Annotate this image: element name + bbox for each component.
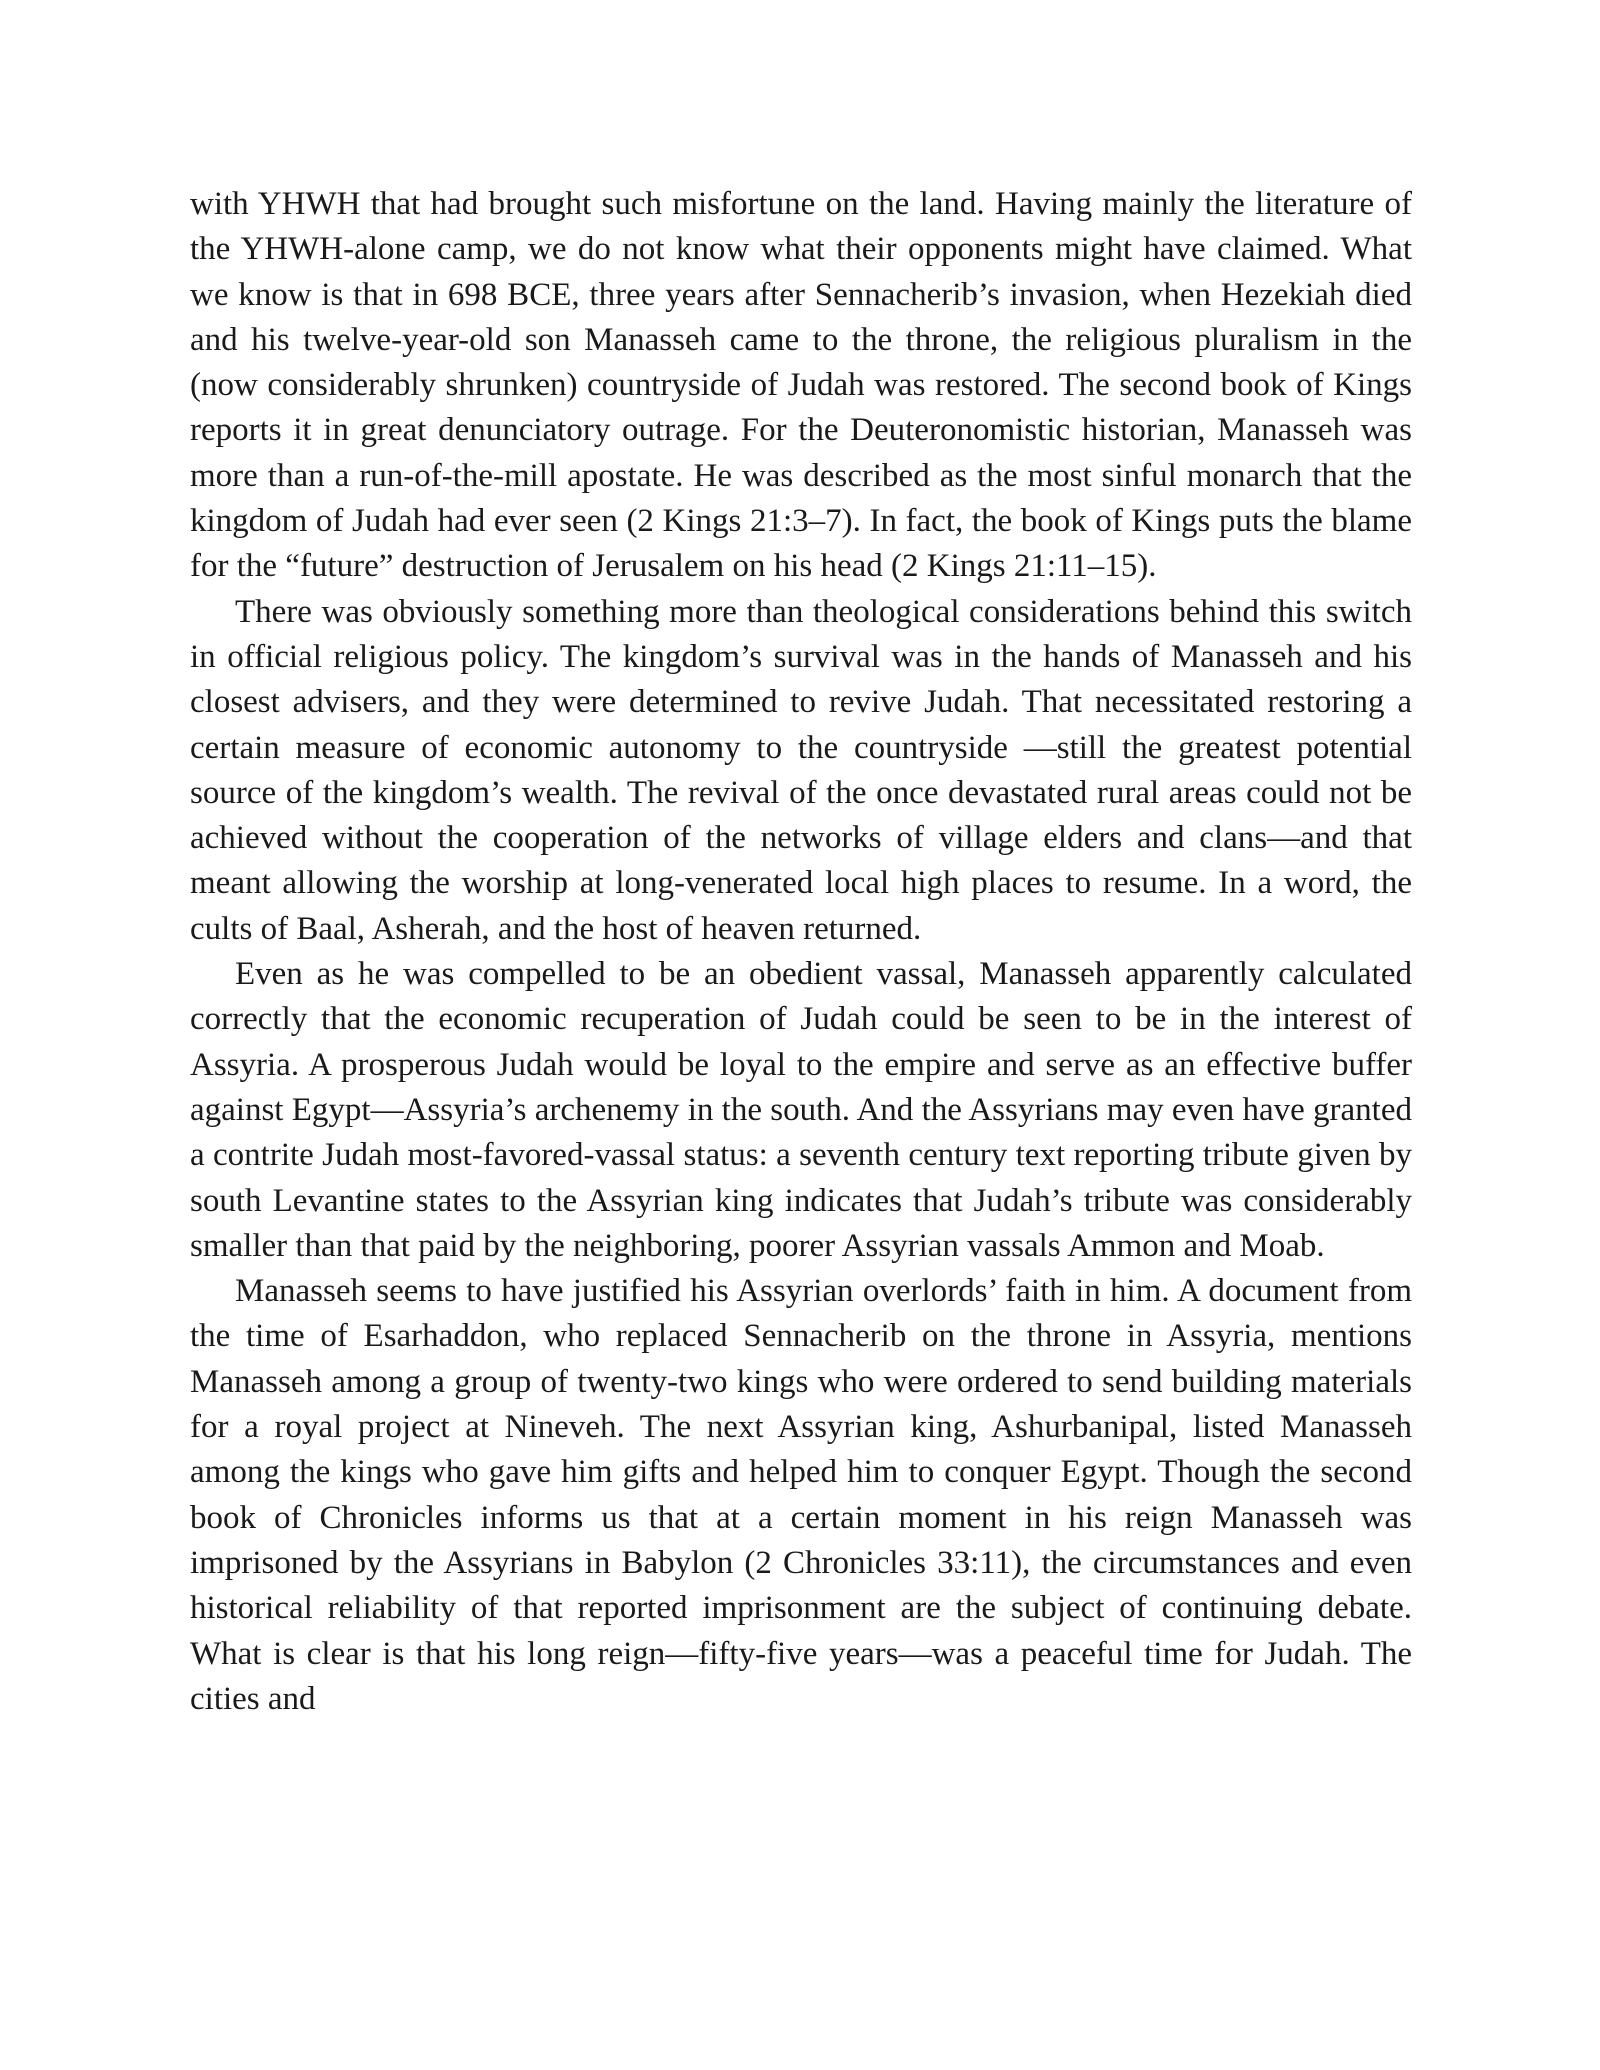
- body-paragraph: Even as he was compelled to be an obedient vassal, Manasseh apparently calculated correctly that the economic recuperation of Judah could be seen to be in the interest of Assyria. A prosperous Judah would be loyal to the empire and serve as an effective buffer against Egypt—Assyria’s archenemy in the south. And the Assyrians may even have granted a contrite Judah most-favored-vassal status: a seventh century text reporting tribute given by south Levantine states to the Assyrian king indicates that Judah’s tribute was considerably smaller than that paid by the neighboring, poorer Assyrian vassals Ammon and Moab.: [190, 956, 1412, 1264]
- body-paragraph: with YHWH that had brought such misfortune on the land. Having mainly the literature of the YHWH-alone camp, we do not know what their opponents might have claimed. What we know is that in 698 BCE, three years after Sennacherib’s invasion, when Hezekiah died and his twelve-year-old son Manasseh came to the throne, the religious pluralism in the (now considerably shrunken) countryside of Judah was restored. The second book of Kings reports it in great denunciatory outrage. For the Deuteronomistic historian, Manasseh was more than a run-of-the-mill apostate. He was described as the most sinful monarch that the kingdom of Judah had ever seen (2 Kings 21:3–7). In fact, the book of Kings puts the blame for the “future” destruction of Jerusalem on his head (2 Kings 21:11–15).: [190, 186, 1412, 585]
- body-paragraph: There was obviously something more than theological considerations behind this switch in official religious policy. The kingdom’s survival was in the hands of Manasseh and his closest advisers, and they were determined to revive Judah. That necessitated restoring a certain measure of economic autonomy to the countryside —still the greatest potential source of the kingdom’s wealth. The revival of the once devastated rural areas could not be achieved without the cooperation of the networks of village elders and clans—and that meant allowing the worship at long-venerated local high places to resume. In a word, the cults of Baal, Asherah, and the host of heaven returned.: [190, 593, 1412, 947]
- page-body: [190, 182, 1412, 1722]
- body-paragraph: Manasseh seems to have justified his Assyrian overlords’ faith in him. A document from the time of Esarhaddon, who replaced Sennacherib on the throne in Assyria, mentions Manasseh among a group of twenty-two kings who were ordered to send building materials for a royal project at Nineveh. The next Assyrian king, Ashurbanipal, listed Manasseh among the kings who gave him gifts and helped him to conquer Egypt. Though the second book of Chronicles informs us that at a certain moment in his reign Manasseh was imprisoned by the Assyrians in Babylon (2 Chronicles 33:11), the circumstances and even historical reliability of that reported imprisonment are the subject of continuing debate. What is clear is that his long reign—fifty-five years—was a peaceful time for Judah. The cities and: [190, 1273, 1412, 1717]
